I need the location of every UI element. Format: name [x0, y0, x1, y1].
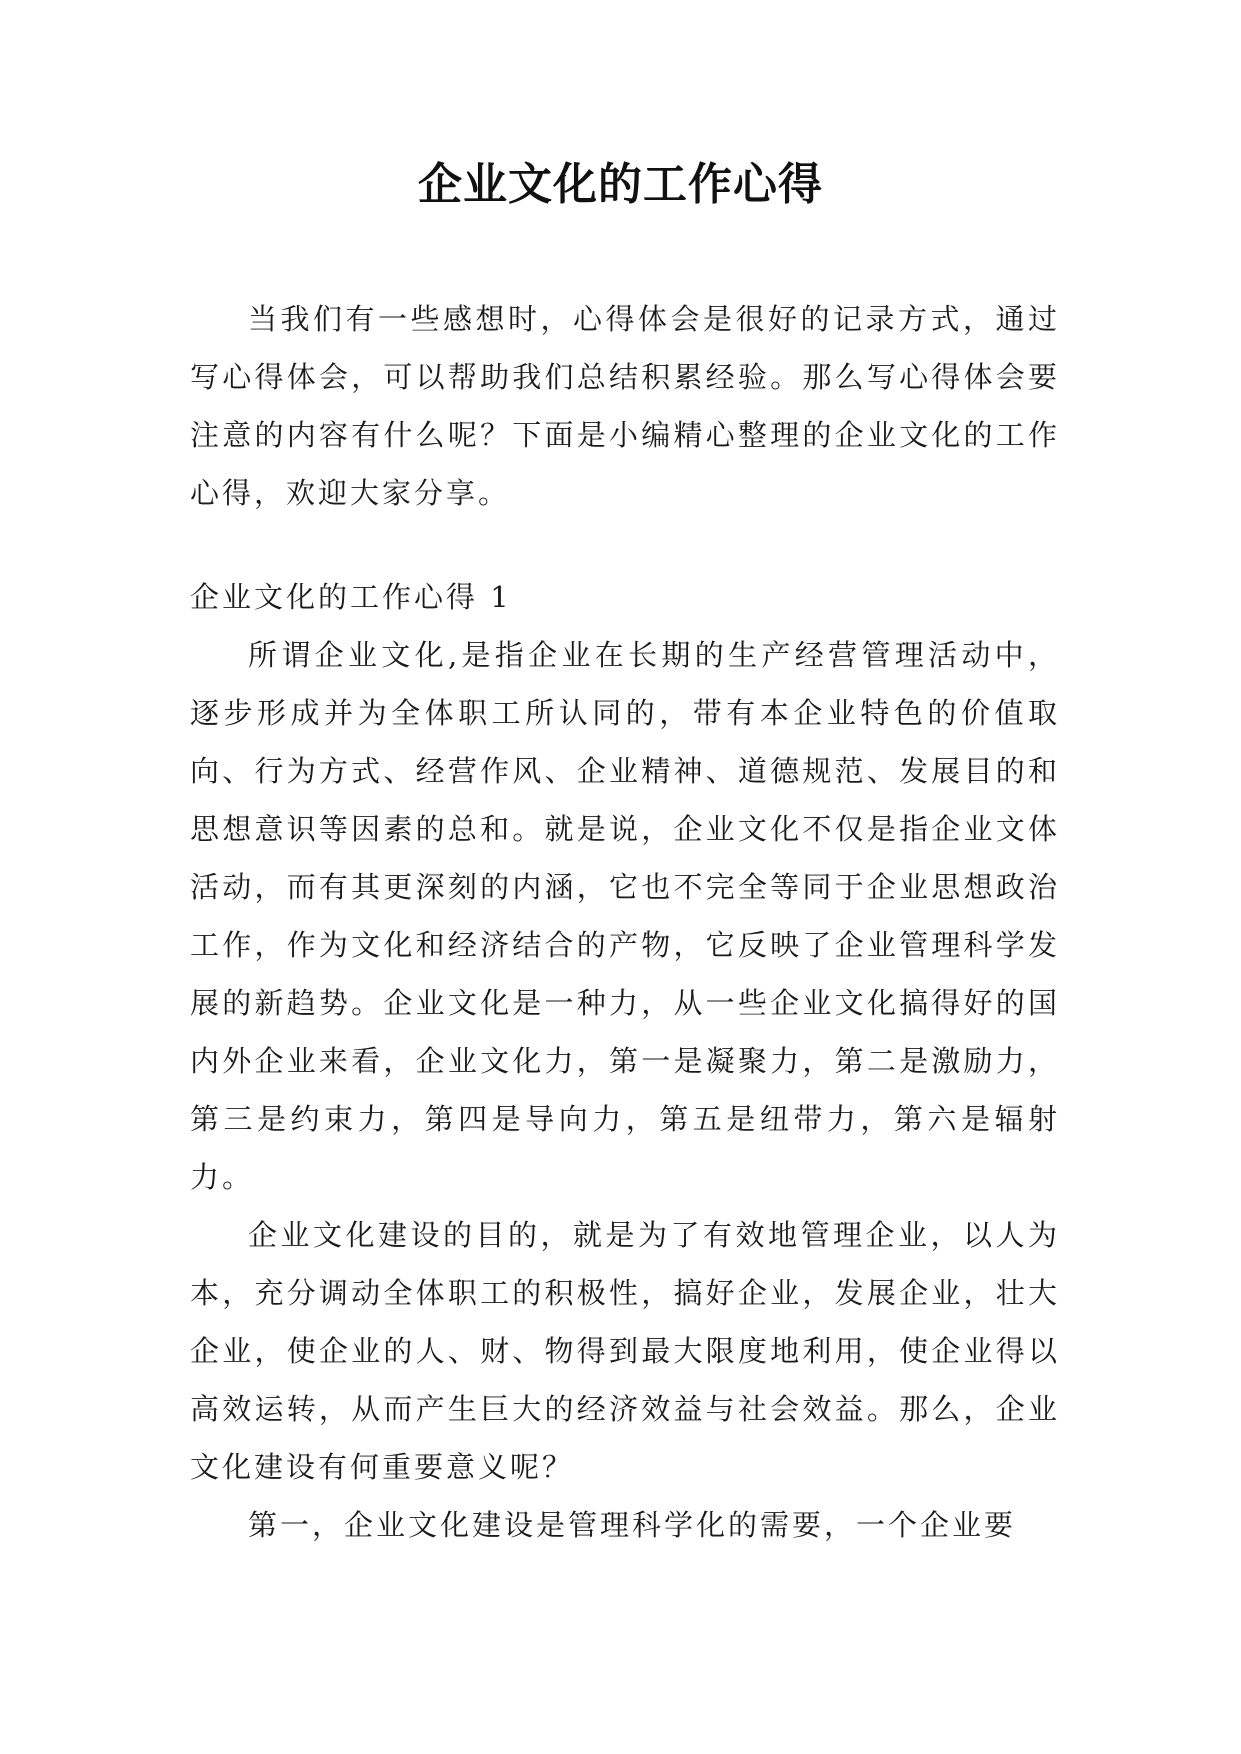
body-paragraph-2: 企业文化建设的目的，就是为了有效地管理企业，以人为本，充分调动全体职工的积极性，搞好企业，发展企业，壮大企业，使企业的人、财、物得到最大限度地利用，使企业得以高效运转，从而产生巨大的经济效益与社会效益。那么，企业文化建设有何重要意义呢？: [190, 1218, 1060, 1484]
document-body: [190, 290, 1060, 1554]
intro-paragraph: 当我们有一些感想时，心得体会是很好的记录方式，通过写心得体会，可以帮助我们总结积累经验。那么写心得体会要注意的内容有什么呢？下面是小编精心整理的企业文化的工作心得，欢迎大家分享。: [190, 302, 1060, 510]
body-paragraph-1: 所谓企业文化,是指企业在长期的生产经营管理活动中，逐步形成并为全体职工所认同的，带有本企业特色的价值取向、行为方式、经营作风、企业精神、道德规范、发展目的和思想意识等因素的总和。就是说，企业文化不仅是指企业文体活动，而有其更深刻的内涵，它也不完全等同于企业思想政治工作，作为文化和经济结合的产物，它反映了企业管理科学发展的新趋势。企业文化是一种力，从一些企业文化搞得好的国内外企业来看，企业文化力，第一是凝聚力，第二是激励力，第三是约束力，第四是导向力，第五是纽带力，第六是辐射力。: [190, 638, 1060, 1194]
paragraph-gap: [190, 522, 1060, 568]
document-title: 企业文化的工作心得: [418, 159, 823, 210]
body-paragraph-3: 第一，企业文化建设是管理科学化的需要，一个企业要: [248, 1508, 1017, 1542]
section-heading: 企业文化的工作心得 1: [190, 580, 512, 614]
